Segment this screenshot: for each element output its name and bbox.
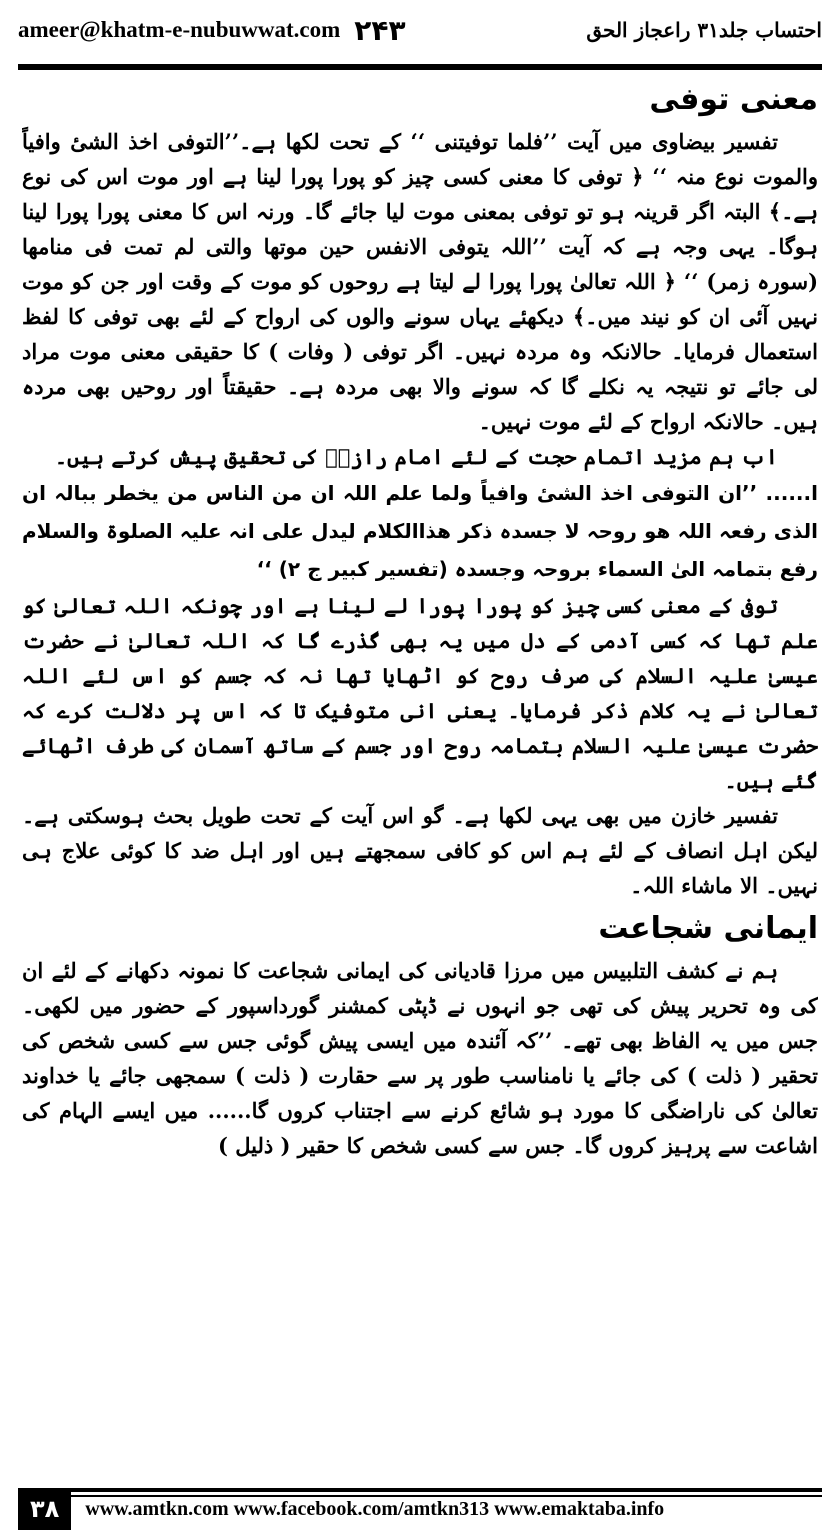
section-heading-1: معنی توفی (649, 82, 818, 117)
email-address[interactable]: ameer@khatm-e-nubuwwat.com (18, 17, 341, 42)
section-heading-2: ایمانی شجاعت (598, 911, 818, 946)
quotation-paragraph: ا...... ’’ان التوفی اخذ الشیٔ وافیاً ولما علم اللہ ان من الناس من یخطر ببالہ ان الذی رفعہ اللہ ھو روحہ لا جسدہ ذکر ھذاالکلام لیدل علی انہ علیہ الصلوۃ والسلام رفع بتمامہ الیٰ السماء بروحہ وجسدہ (تفسیر کبیر ج ۲) ‘‘ (22, 481, 818, 581)
page-header (18, 6, 822, 54)
footer-page-number: ۳۸ (18, 1488, 71, 1530)
footer-links-text[interactable]: www.amtkn.com www.facebook.com/amtkn313 www.emaktaba.info (85, 1497, 665, 1520)
paragraph: تفسیر خازن میں بھی یہی لکھا ہے۔ گو اس آیت کے تحت طویل بحث ہوسکتی ہے۔ لیکن اہل انصاف کے لئے ہم اس کو کافی سمجھتے ہیں اور اہل ضد کا کوئی علاج ہی نہیں۔ الا ماشاء اللہ۔ (22, 803, 818, 898)
header-left (18, 14, 406, 47)
header-page-number: ۲۴۳ (354, 13, 406, 47)
book-title: احتساب جلد۳۱ راعجاز الحق (586, 18, 822, 42)
header-rule (18, 64, 822, 70)
paragraph: توفی کے معنی کسی چیز کو پورا پورا لے لینا ہے اور چونکہ اللہ تعالیٰ کو علم تھا کہ کسی آدمی کے دل میں یہ بھی گذرے گا کہ اللہ تعالیٰ نے حضرت عیسیٰ علیہ السلام کی صرف روح کو اٹھایا تھا نہ کہ جسم کو اس لئے اللہ تعالیٰ نے یہ کلام ذکر فرمایا۔ یعنی انی متوفیک تا کہ اس پر دلالت کرے کہ حضرت عیسیٰ علیہ السلام بتمامہ روح اور جسم کے ساتھ آسمان کی طرف اٹھائے گئے ہیں۔ (22, 593, 818, 793)
paragraph: تفسیر بیضاوی میں آیت ’’فلما توفیتنی ‘‘ کے تحت لکھا ہے۔’’التوفی اخذ الشیٔ وافیاً والموت نوع منہ ‘‘ ﴿ توفی کا معنی کسی چیز کو پورا پورا لینا ہے اور موت اس کی نوع ہے۔﴾ البتہ اگر قرینہ ہو تو توفی بمعنی موت لیا جائے گا۔ ورنہ اس کا معنی پورا پورا لینا ہوگا۔ یہی وجہ ہے کہ آیت ’’اللہ یتوفی الانفس حین موتھا والتی لم تمت فی منامھا (سورہ زمر) ‘‘ ﴿ اللہ تعالیٰ پورا پورا لے لیتا ہے روحوں کو موت کے وقت اور جن کو موت نہیں آئی ان کو نیند میں۔﴾ دیکھئے یہاں سونے والوں کی ارواح کے لئے بھی توفی کا لفظ استعمال فرمایا۔ حالانکہ وہ مردہ نہیں۔ اگر توفی ( وفات ) کا حقیقی معنی موت مراد لی جائے تو نتیجہ یہ نکلے گا کہ سونے والا بھی مردہ ہے۔ حقیقتاً اور روحیں بھی مردہ ہیں۔ حالانکہ ارواح کے لئے موت نہیں۔ (22, 129, 818, 434)
paragraph: اب ہم مزید اتمام حجت کے لئے امام رازیؒ کی تحقیق پیش کرتے ہیں۔ (54, 444, 778, 469)
footer-links[interactable] (71, 1486, 822, 1532)
page-footer (18, 1486, 822, 1532)
paragraph: ہم نے کشف التلبیس میں مرزا قادیانی کی ایمانی شجاعت کا نمونہ دکھانے کے لئے ان کی وہ تحریر پیش کی تھی جو انہوں نے ڈپٹی کمشنر گورداسپور کے حضور میں لکھی۔ جس میں یہ الفاظ بھی تھے۔ ’’کہ آئندہ میں ایسی پیش گوئی جس سے کسی شخص کی تحقیر ( ذلت ) کی جائے یا نامناسب طور پر سے حقارت ( ذلت ) سمجھی جائے یا خداوند تعالیٰ کی ناراضگی کا مورد ہو شائع کرنے سے اجتناب کروں گا...... میں ایسے الہام کی اشاعت سے پرہیز کروں گا۔ جس سے کسی شخص کا حقیر ( ذلیل ) (22, 958, 818, 1158)
page-body (22, 74, 818, 1479)
